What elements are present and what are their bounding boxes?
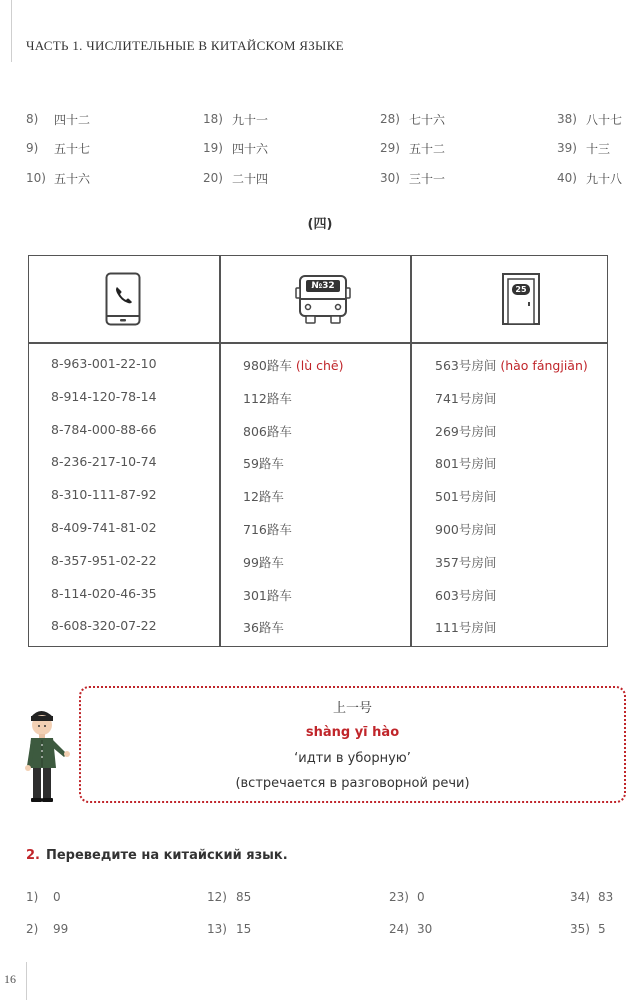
item-text: 0	[417, 890, 425, 904]
item-num: 35)	[570, 922, 590, 936]
numbers-table	[28, 255, 608, 647]
room-number: 563号房间 (hào fángjiān)	[435, 358, 588, 373]
bus-route: 980路车 (lù chē)	[243, 358, 344, 373]
item-text: 83	[598, 890, 614, 904]
item-text: 七十六	[409, 113, 446, 127]
bottom-margin-rule	[26, 962, 27, 1000]
page-number: 16	[4, 972, 16, 986]
item-num: 2)	[26, 922, 39, 936]
note-meaning: ‘идти в уборную’	[294, 751, 411, 766]
bus-route: 12路车	[243, 489, 284, 505]
phone-number: 8-357-951-02-22	[51, 552, 157, 568]
item-num: 12)	[207, 890, 227, 904]
room-number: 357号房间	[435, 554, 497, 570]
item-num: 10)	[26, 171, 46, 185]
item-num: 40)	[557, 171, 577, 185]
item-num: 13)	[207, 922, 227, 936]
room-number: 801号房间	[435, 456, 497, 472]
item-text: 三十一	[409, 172, 446, 186]
door-number: 25	[515, 285, 527, 294]
bus-route: 36路车	[243, 620, 284, 636]
phone-number: 8-310-111-87-92	[51, 487, 157, 503]
phone-number: 8-784-000-88-66	[51, 421, 157, 437]
room-number: 501号房间	[435, 489, 497, 505]
item-text: 85	[236, 890, 252, 904]
phone-number: 8-963-001-22-10	[51, 356, 157, 371]
item-num: 29)	[380, 141, 400, 155]
item-num: 20)	[203, 171, 223, 185]
item-text: 5	[598, 922, 606, 936]
item-num: 9)	[26, 141, 39, 155]
note-comment: (встречается в разговорной речи)	[235, 776, 470, 791]
buses-column	[243, 356, 343, 651]
bus-route: 59路车	[243, 456, 284, 472]
item-num: 18)	[203, 112, 223, 126]
item-num: 39)	[557, 141, 577, 155]
item-text: 四十二	[54, 113, 91, 127]
item-num: 8)	[26, 112, 39, 126]
item-text: 0	[53, 890, 61, 904]
phone-number: 8-914-120-78-14	[51, 388, 157, 404]
item-text: 30	[417, 922, 433, 936]
page-header: ЧАСТЬ 1. ЧИСЛИТЕЛЬНЫЕ В КИТАЙСКОМ ЯЗЫКЕ	[26, 38, 344, 53]
item-text: 九十一	[232, 113, 269, 127]
item-num: 23)	[389, 890, 409, 904]
phones-column	[51, 356, 157, 651]
item-num: 24)	[389, 922, 409, 936]
column-divider	[410, 256, 412, 646]
item-text: 四十六	[232, 142, 269, 156]
item-text: 二十四	[232, 172, 269, 186]
room-number: 111号房间	[435, 620, 497, 636]
item-text: 十三	[586, 142, 611, 156]
item-text: 99	[53, 922, 69, 936]
door-icon	[501, 272, 541, 326]
bus-route: 806路车	[243, 423, 292, 439]
item-num: 1)	[26, 890, 39, 904]
item-text: 八十七	[586, 113, 623, 127]
item-num: 38)	[557, 112, 577, 126]
item-num: 30)	[380, 171, 400, 185]
header-divider	[29, 342, 607, 344]
item-text: 九十八	[586, 172, 623, 186]
bus-route: 301路车	[243, 587, 292, 603]
bus-route: 99路车	[243, 554, 284, 570]
bus-route-sign: №32	[311, 281, 335, 291]
note-pinyin: shàng yī hào	[305, 725, 400, 740]
column-divider	[219, 256, 221, 646]
room-number: 900号房间	[435, 521, 497, 537]
room-number: 603号房间	[435, 587, 497, 603]
item-text: 五十二	[409, 142, 446, 156]
item-num: 19)	[203, 141, 223, 155]
bus-route: 112路车	[243, 390, 292, 406]
note-hanzi: 上一号	[332, 701, 372, 716]
bus-route: 716路车	[243, 521, 292, 537]
item-text: 15	[236, 922, 252, 936]
phone-number: 8-608-320-07-22	[51, 618, 157, 634]
item-text: 五十七	[54, 142, 91, 156]
room-number: 269号房间	[435, 423, 497, 439]
room-number: 741号房间	[435, 390, 497, 406]
item-text: 五十六	[54, 172, 91, 186]
section-title: (四)	[307, 217, 333, 232]
exercise2-title: 2. Переведите на китайский язык.	[26, 848, 288, 863]
vocabulary-note	[79, 686, 626, 803]
phone-number: 8-409-741-81-02	[51, 519, 157, 535]
pinyin: (lù chē)	[295, 358, 344, 373]
item-num: 34)	[570, 890, 590, 904]
character-illustration	[24, 707, 74, 805]
rooms-column	[435, 356, 588, 651]
phone-number: 8-236-217-10-74	[51, 454, 157, 470]
pinyin: (hào fángjiān)	[500, 358, 588, 373]
item-num: 28)	[380, 112, 400, 126]
top-margin-rule	[11, 0, 12, 62]
phone-number: 8-114-020-46-35	[51, 585, 157, 601]
smartphone-icon	[105, 272, 141, 326]
